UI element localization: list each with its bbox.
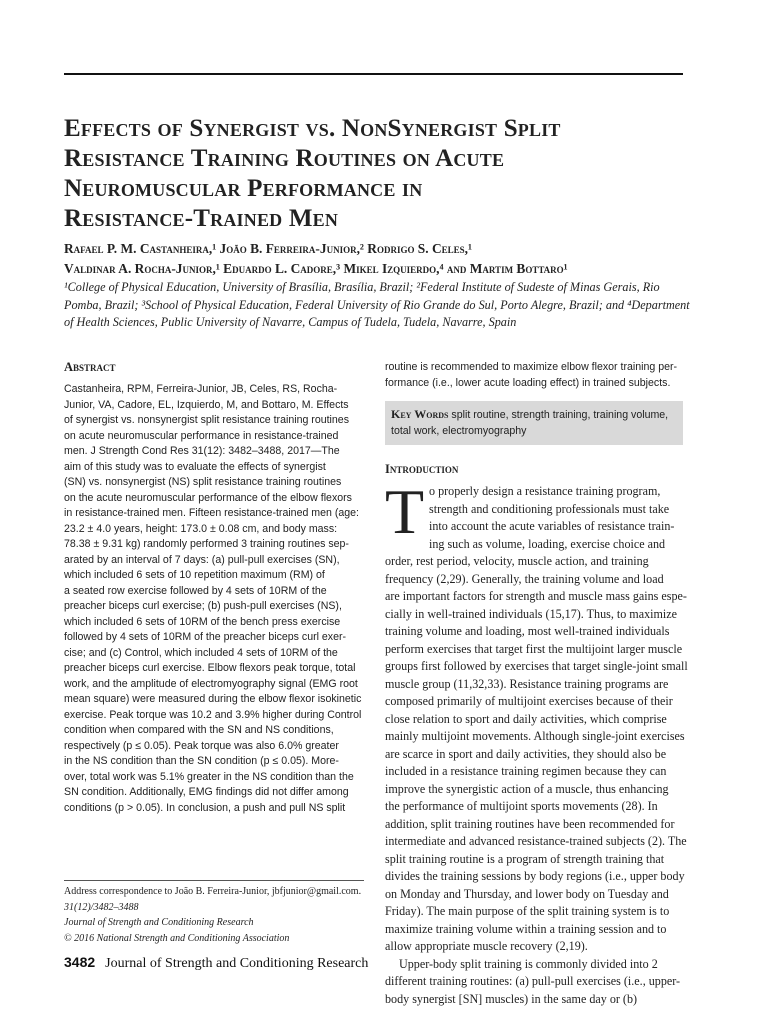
abstract-body bbox=[64, 382, 364, 816]
body-line: cially in well-trained individuals (15,17). Thus, to maximize bbox=[385, 606, 677, 621]
abstract-line: followed by 4 sets of 10RM of the preacher biceps curl exer- bbox=[64, 631, 347, 643]
body-line: are important factors for strength and muscle mass gains espe- bbox=[385, 589, 687, 603]
abstract-line: which included 6 sets of 10 repetition maximum (RM) of bbox=[64, 569, 325, 581]
copyright-note: © 2016 National Strength and Conditioning Association bbox=[64, 932, 290, 944]
author-list bbox=[64, 239, 694, 279]
body-line: maximize training volume within a training session and to bbox=[385, 921, 667, 936]
body-line: Friday). The main purpose of the split training system is to bbox=[385, 904, 670, 918]
title-line: Neuromuscular Performance in bbox=[64, 175, 423, 202]
abstract-line: SN condition. Additionally, EMG findings did not differ among bbox=[64, 786, 349, 798]
body-line: different training routines: (a) pull-pull exercises (i.e., upper- bbox=[385, 974, 681, 988]
body-line: Upper-body split training is commonly divided into 2 bbox=[399, 956, 658, 971]
body-line: muscle group (11,32,33). Resistance training programs are bbox=[385, 676, 669, 691]
abstract-line: in the NS condition than the SN condition (p ≤ 0.05). More- bbox=[64, 755, 339, 767]
body-line: body synergist [SN] muscles) in the same day or (b) bbox=[385, 991, 638, 1006]
page-number: 3482 bbox=[64, 954, 96, 970]
abstract-line: Junior, VA, Cadore, EL, Izquierdo, M, and Bottaro, M. Effects bbox=[64, 398, 349, 411]
body-line: split training routine is a program of strength training that bbox=[385, 851, 665, 866]
abstract-line: work, and the amplitude of electromyography signal (EMG root bbox=[64, 677, 358, 690]
abstract-line: in resistance-trained men. Fifteen resistance-trained men (age: bbox=[64, 507, 360, 519]
abstract-line: on acute neuromuscular performance in resistance-trained bbox=[64, 429, 339, 442]
keywords-heading: Key Words bbox=[391, 407, 449, 421]
keywords-box bbox=[385, 401, 683, 445]
affiliations bbox=[64, 279, 688, 332]
body-line: strength and conditioning professionals must take bbox=[429, 501, 670, 516]
abstract-line: (SN) vs. nonsynergist (NS) split resistance training routines bbox=[64, 476, 342, 488]
abstract-line: cise; and (c) Control, which included 4 sets of 10RM of the bbox=[64, 646, 338, 659]
abstract-line: routine is recommended to maximize elbow flexor training per- bbox=[385, 361, 678, 373]
abstract-line: of synergist vs. nonsynergist split resistance training routines bbox=[64, 414, 349, 426]
abstract-line: which included 6 sets of 10RM of the bench press exercise bbox=[64, 615, 341, 628]
abstract-line: on the acute neuromuscular performance of the elbow flexors bbox=[64, 491, 352, 504]
keywords-text: total work, electromyography bbox=[391, 424, 527, 437]
title-line: Effects of Synergist vs. NonSynergist Split bbox=[64, 115, 561, 142]
body-line: the performance of multijoint sports movements (28). In bbox=[385, 799, 658, 813]
abstract-line: 23.2 ± 4.0 years, height: 173.0 ± 0.08 cm, and body mass: bbox=[64, 522, 338, 535]
abstract-line: preacher biceps curl exercise. Elbow flexors peak torque, total bbox=[64, 662, 356, 674]
body-line: mainly multijoint movements. Although single-joint exercises bbox=[385, 729, 685, 743]
right-column bbox=[385, 360, 688, 1008]
article-title bbox=[64, 114, 684, 234]
abstract-line: exercise. Peak torque was 10.2 and 3.9% higher during Control bbox=[64, 708, 362, 721]
body-line: into account the acute variables of resistance train- bbox=[429, 519, 675, 533]
title-line: Resistance-Trained Men bbox=[64, 205, 339, 232]
body-line: intermediate and advanced resistance-trained subjects (2). The bbox=[385, 834, 687, 848]
abstract-line: 78.38 ± 9.31 kg) randomly performed 3 training routines sep- bbox=[64, 538, 349, 550]
abstract-line: aim of this study was to evaluate the effects of synergist bbox=[64, 460, 326, 473]
body-line: composed primarily of multijoint exercises because of their bbox=[385, 694, 673, 708]
author-line: Rafael P. M. Castanheira,¹ João B. Ferreira-Junior,² Rodrigo S. Celes,¹ bbox=[64, 241, 472, 256]
body-line: are scarce in sport and daily activities, they should also be bbox=[385, 746, 667, 761]
body-line: o properly design a resistance training program, bbox=[429, 484, 661, 498]
citation-note: 31(12)/3482–3488 bbox=[64, 901, 139, 913]
footnote-rule bbox=[64, 880, 364, 881]
abstract-line: mean square) were measured during the elbow flexor isokinetic bbox=[64, 693, 362, 705]
body-line: perform exercises that target first the multijoint larger muscle bbox=[385, 641, 683, 656]
introduction-body bbox=[385, 476, 688, 1008]
body-line: groups first followed by exercises that target single-joint small bbox=[385, 659, 688, 673]
body-line: included in a resistance training regimen because they can bbox=[385, 764, 667, 778]
body-line: ing such as volume, loading, exercise choice and bbox=[429, 536, 666, 551]
body-line: close relation to sport and daily activities, which comprise bbox=[385, 711, 667, 726]
body-line: on Monday and Thursday, and lower body on Tuesday and bbox=[385, 886, 669, 901]
keywords-text: split routine, strength training, training volume, bbox=[451, 409, 669, 421]
abstract-line: Castanheira, RPM, Ferreira-Junior, JB, Celes, RS, Rocha- bbox=[64, 383, 338, 395]
affiliation-line: of Health Sciences, Public University of Navarre, Campus of Tudela, Tudela, Navarre, Spain bbox=[64, 315, 517, 329]
affiliation-line: Pomba, Brazil; ³School of Physical Education, Federal University of Rio Grande do Sul, Porto Alegre, Brazil; and ⁴Department bbox=[64, 297, 690, 312]
abstract-line: men. J Strength Cond Res 31(12): 3482–3488, 2017—The bbox=[64, 445, 340, 457]
correspondence-note: Address correspondence to João B. Ferreira-Junior, jbfjunior@gmail.com. bbox=[64, 886, 362, 897]
affiliation-line: ¹College of Physical Education, University of Brasília, Brasília, Brazil; ²Federal Institute of Sudeste of Minas Gerais, Rio bbox=[64, 280, 660, 294]
journal-note: Journal of Strength and Conditioning Research bbox=[64, 917, 254, 928]
author-line: Valdinar A. Rocha-Junior,¹ Eduardo L. Cadore,³ Mikel Izquierdo,⁴ and Martim Bottaro¹ bbox=[64, 261, 568, 276]
abstract-line: condition when compared with the SN and NS conditions, bbox=[64, 724, 334, 736]
dropcap: T bbox=[385, 476, 425, 547]
abstract-line: respectively (p ≤ 0.05). Peak torque was also 6.0% greater bbox=[64, 739, 339, 752]
footer-journal-name: Journal of Strength and Conditioning Research bbox=[105, 956, 369, 971]
page-footer bbox=[64, 954, 368, 972]
abstract-line: preacher biceps curl exercise; (b) push-pull exercises (NS), bbox=[64, 600, 342, 612]
body-line: frequency (2,29). Generally, the training volume and load bbox=[385, 571, 664, 586]
abstract-continuation bbox=[385, 360, 685, 391]
footnote bbox=[64, 884, 374, 946]
top-rule bbox=[64, 73, 683, 75]
abstract-line: a seated row exercise followed by 4 sets of 10RM of the bbox=[64, 584, 327, 597]
abstract-line: formance (i.e., lower acute loading effect) in trained subjects. bbox=[385, 376, 671, 389]
abstract-line: arated by an interval of 7 days: (a) pull-pull exercises (SN), bbox=[64, 553, 340, 566]
body-line: allow appropriate muscle recovery (2,19). bbox=[385, 939, 588, 953]
abstract-line: over, total work was 5.1% greater in the NS condition than the bbox=[64, 770, 354, 783]
body-line: improve the synergistic action of a muscle, thus enhancing bbox=[385, 781, 669, 796]
body-line: divides the training sessions by body regions (i.e., upper body bbox=[385, 869, 685, 883]
abstract-line: conditions (p > 0.05). In conclusion, a push and pull NS split bbox=[64, 801, 346, 814]
body-line: training volume and loading, most well-trained individuals bbox=[385, 624, 670, 638]
left-column bbox=[64, 360, 364, 816]
body-line: order, rest period, velocity, muscle action, and training bbox=[385, 554, 649, 568]
abstract-heading: Abstract bbox=[64, 360, 116, 374]
introduction-heading: Introduction bbox=[385, 462, 459, 476]
body-line: addition, split training routines have been recommended for bbox=[385, 816, 675, 831]
title-line: Resistance Training Routines on Acute bbox=[64, 145, 505, 172]
